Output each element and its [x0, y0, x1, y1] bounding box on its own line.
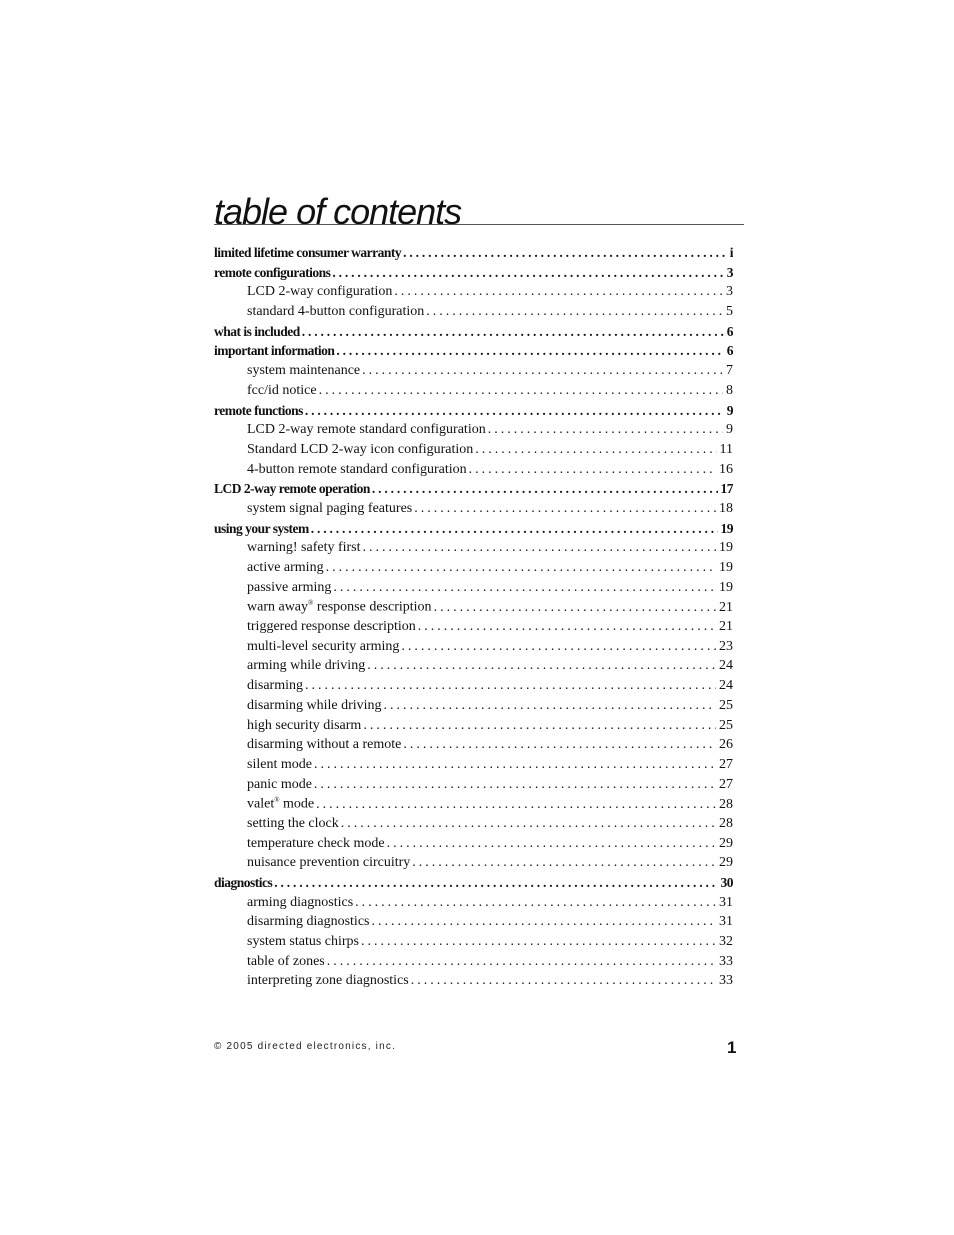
toc-entry-text: arming diagnostics: [247, 894, 354, 910]
toc-subsection: [214, 836, 733, 856]
toc-page-number: 26: [719, 737, 733, 753]
toc-entry-text: standard 4-button configuration: [247, 304, 425, 320]
toc-page-number: 19: [719, 540, 733, 556]
toc-entry-label: [247, 796, 316, 813]
toc-entry-label: [247, 304, 426, 320]
toc-page-number: 33: [719, 953, 733, 969]
toc-entry-text: 4-button remote standard configuration: [247, 461, 467, 477]
toc-page-number: 9: [726, 422, 733, 438]
toc-entry-label: [214, 403, 305, 419]
toc-page-number: 31: [719, 894, 733, 910]
toc-page-number: 7: [726, 363, 733, 379]
toc-subsection: [214, 678, 733, 698]
dot-leader: [327, 954, 716, 970]
dot-leader: [363, 718, 716, 734]
dot-leader: [332, 265, 723, 281]
dot-leader: [469, 462, 716, 478]
toc-entry-text: valet: [247, 796, 275, 812]
toc-section: [214, 875, 733, 895]
toc-page-number: 33: [719, 973, 733, 989]
toc-page-number: 19: [719, 579, 733, 595]
toc-entry-text: interpreting zone diagnostics: [247, 973, 409, 989]
toc-entry-label: [247, 462, 469, 478]
toc-entry-label: [247, 895, 355, 911]
toc-entry-text: system maintenance: [247, 363, 361, 379]
toc-entry-text: high security disarm: [247, 717, 362, 733]
dot-leader: [362, 363, 723, 379]
toc-entry-label: [247, 383, 319, 399]
toc-page-number: 21: [719, 619, 733, 635]
toc-subsection: [214, 540, 733, 560]
dot-leader: [316, 797, 716, 813]
toc-page-number: 27: [719, 756, 733, 772]
toc-page-number: 30: [720, 875, 733, 890]
title-divider: [214, 224, 744, 225]
dot-leader: [488, 422, 723, 438]
toc-subsection: [214, 895, 733, 915]
toc-entry-label: [247, 560, 326, 576]
toc-page-number: 19: [719, 560, 733, 575]
toc-entry-label: [247, 442, 475, 458]
toc-entry-text: disarming: [247, 678, 303, 694]
toc-subsection: [214, 639, 733, 659]
dot-leader: [403, 245, 727, 261]
toc-section: [214, 481, 733, 501]
dot-leader: [412, 855, 716, 871]
toc-subsection: [214, 599, 733, 619]
toc-entry-text: panic mode: [247, 776, 312, 792]
toc-entry-text: system status chirps: [247, 934, 359, 950]
toc-entry-label: [247, 639, 401, 655]
toc-subsection: [214, 304, 733, 324]
toc-entry-text: warning! safety first: [247, 540, 361, 556]
toc-subsection: [214, 954, 733, 974]
dot-leader: [305, 403, 724, 419]
toc-entry-text: active arming: [247, 560, 324, 575]
dot-leader: [403, 737, 716, 753]
toc-page-number: 23: [719, 638, 733, 654]
toc-entry-label: [247, 363, 362, 379]
toc-entry-label: [214, 481, 372, 497]
toc-entry-text: diagnostics: [214, 875, 273, 890]
toc-entry-label: [214, 521, 311, 537]
toc-page-number: 24: [719, 678, 733, 694]
page-number: 1: [727, 1038, 737, 1057]
toc-subsection: [214, 718, 733, 738]
copyright-text: © 2005 directed electronics, inc.: [214, 1041, 397, 1052]
toc-subsection: [214, 422, 733, 442]
toc-entry-text: LCD 2-way remote standard configuration: [247, 422, 486, 438]
toc-page-number: 17: [720, 481, 733, 497]
toc-entry-label: [247, 698, 384, 714]
dot-leader: [326, 560, 716, 576]
toc-page-number: i: [729, 245, 733, 260]
toc-entry-label: [247, 718, 363, 734]
dot-leader: [319, 383, 723, 399]
toc-subsection: [214, 284, 733, 304]
toc-entry-label: [247, 934, 361, 950]
dot-leader: [314, 757, 716, 773]
toc-section: [214, 521, 733, 541]
toc-entry-text: remote configurations: [214, 264, 331, 280]
dot-leader: [311, 521, 718, 537]
toc-entry-label: [214, 245, 403, 261]
toc-subsection: [214, 796, 733, 816]
toc-entry-label: [247, 284, 394, 300]
toc-entry-text: using your system: [214, 520, 309, 536]
toc-section: [214, 324, 733, 344]
toc-subsection: [214, 619, 733, 639]
toc-entry-text: warn away: [247, 600, 309, 616]
toc-entry-label: [247, 973, 411, 989]
dot-leader: [414, 501, 716, 517]
toc-entry-label: [247, 737, 403, 753]
toc-subsection: [214, 816, 733, 836]
dot-leader: [372, 914, 717, 930]
toc-entry-text: disarming without a remote: [247, 737, 402, 753]
toc-entry-label: [247, 836, 387, 852]
toc-entry-label: [214, 343, 336, 359]
dot-leader: [367, 658, 716, 674]
toc-subsection: [214, 560, 733, 580]
dot-leader: [341, 816, 716, 832]
toc-entry-label: [247, 757, 314, 773]
toc-entry-text: system signal paging features: [247, 500, 413, 516]
toc-entry-label: [247, 914, 372, 930]
toc-entry-text: fcc/id notice: [247, 382, 317, 398]
dot-leader: [274, 875, 717, 891]
toc-entry-text: silent mode: [247, 756, 312, 772]
registered-mark: ®: [308, 599, 314, 608]
toc-entry-label: [247, 580, 333, 596]
toc-entry-label: [247, 540, 363, 556]
toc-entry-label: [247, 777, 314, 793]
toc-entry-label: [247, 658, 367, 674]
toc-page-number: 21: [719, 600, 733, 616]
toc-subsection: [214, 934, 733, 954]
dot-leader: [426, 304, 723, 320]
toc-entry-text: important information: [214, 343, 335, 359]
toc-page-number: 24: [719, 658, 733, 674]
toc-subsection: [214, 383, 733, 403]
toc-subsection: [214, 658, 733, 678]
toc-subsection: [214, 737, 733, 757]
dot-leader: [363, 540, 716, 556]
toc-subsection: [214, 501, 733, 521]
toc-section: [214, 245, 733, 265]
toc-subsection: [214, 855, 733, 875]
toc-page-number: 6: [726, 343, 733, 359]
toc-page-number: 29: [719, 835, 733, 851]
toc-page-number: 9: [726, 402, 733, 418]
toc-entry-text: LCD 2-way remote operation: [214, 481, 370, 497]
toc-page-number: 3: [726, 284, 733, 300]
toc-entry-text: temperature check mode: [247, 835, 385, 851]
toc-subsection: [214, 698, 733, 718]
toc-entry-text: disarming diagnostics: [247, 914, 370, 930]
toc-entry-text: limited lifetime consumer warranty: [214, 245, 402, 260]
dot-leader: [384, 698, 716, 714]
toc-page-number: 32: [719, 934, 733, 950]
toc-entry-text: passive arming: [247, 579, 332, 595]
toc-subsection: [214, 757, 733, 777]
toc-entry-label: [214, 324, 302, 340]
toc-entry-label: [247, 422, 488, 438]
toc-entry-text: nuisance prevention circuitry: [247, 855, 411, 871]
toc-subsection: [214, 462, 733, 482]
toc-page-number: 5: [726, 304, 733, 320]
dot-leader: [411, 973, 716, 989]
toc-page-number: 31: [719, 914, 733, 930]
toc-entry-text: LCD 2-way configuration: [247, 284, 393, 300]
toc-entry-label: [247, 501, 414, 517]
dot-leader: [418, 619, 716, 635]
toc-page-number: 28: [719, 796, 733, 812]
toc-subsection: [214, 973, 733, 993]
toc-entry-text: disarming while driving: [247, 697, 382, 713]
dot-leader: [394, 284, 723, 300]
toc-entry-text: multi-level security arming: [247, 638, 400, 654]
toc-subsection: [214, 580, 733, 600]
toc-page-number: 11: [719, 441, 733, 457]
toc-entry-label: [247, 954, 327, 970]
dot-leader: [314, 777, 716, 793]
toc-section: [214, 403, 733, 423]
dot-leader: [302, 324, 724, 340]
toc-page-number: 19: [720, 520, 733, 536]
registered-mark: ®: [274, 796, 280, 805]
dot-leader: [361, 934, 716, 950]
dot-leader: [434, 600, 716, 616]
toc-page-number: 25: [719, 697, 733, 713]
toc-subsection: [214, 914, 733, 934]
toc-page-number: 16: [719, 461, 733, 477]
toc-page-number: 27: [719, 776, 733, 792]
toc-entry-label: [247, 816, 341, 832]
toc-page-number: 8: [726, 382, 733, 398]
toc-entry-label: [247, 855, 412, 871]
dot-leader: [372, 481, 718, 497]
dot-leader: [336, 343, 723, 359]
toc-entry-text: triggered response description: [247, 619, 416, 635]
toc-subsection: [214, 777, 733, 797]
toc-entry-label: [247, 599, 434, 616]
toc-page-number: 18: [719, 500, 733, 516]
dot-leader: [355, 895, 716, 911]
toc-entry-label: [214, 875, 274, 891]
toc-section: [214, 265, 733, 285]
toc-entry-text: what is included: [214, 323, 300, 339]
toc-list: [214, 245, 733, 993]
toc-subsection: [214, 442, 733, 462]
dot-leader: [475, 442, 716, 458]
toc-entry-label: [214, 265, 332, 281]
dot-leader: [333, 580, 716, 596]
toc-page-number: 29: [719, 855, 733, 871]
toc-entry-label: [247, 678, 305, 694]
toc-page-number: 3: [726, 264, 733, 280]
toc-entry-text-suffix: response description: [313, 600, 432, 616]
toc-entry-text: arming while driving: [247, 658, 366, 674]
toc-subsection: [214, 363, 733, 383]
toc-page-number: 25: [719, 717, 733, 733]
dot-leader: [305, 678, 716, 694]
dot-leader: [401, 639, 716, 655]
toc-entry-text: remote functions: [214, 402, 303, 418]
toc-section: [214, 343, 733, 363]
toc-entry-text-suffix: mode: [279, 796, 315, 812]
page-title: table of contents: [214, 191, 462, 232]
toc-page-number: 28: [719, 815, 733, 831]
toc-entry-text: setting the clock: [247, 815, 339, 831]
toc-page-number: 6: [726, 323, 733, 339]
toc-entry-label: [247, 619, 418, 635]
dot-leader: [387, 836, 716, 852]
toc-entry-text: Standard LCD 2-way icon configuration: [247, 441, 474, 457]
toc-entry-text: table of zones: [247, 953, 325, 969]
